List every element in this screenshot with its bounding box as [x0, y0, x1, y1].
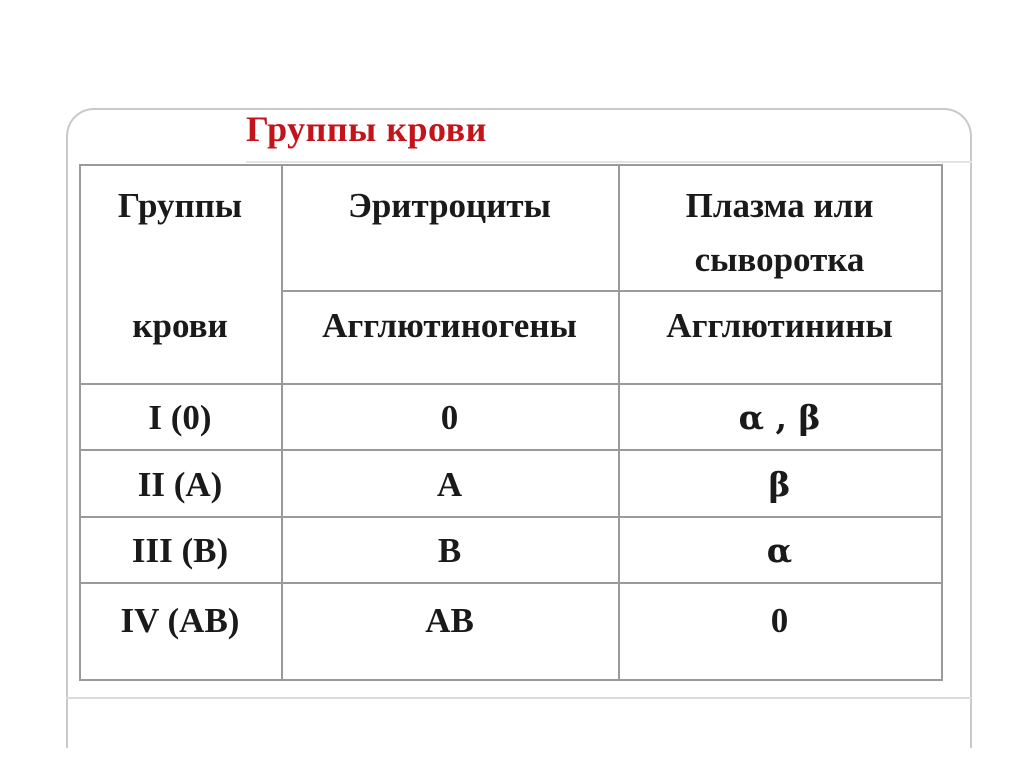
- header-group-line1: Группы: [117, 186, 243, 225]
- row-1-agglutinins: α , β: [738, 398, 821, 437]
- header-agglutinins: Агглютинины: [666, 306, 893, 345]
- row-divider-1: [79, 449, 943, 451]
- row-3-group: III (B): [131, 531, 229, 570]
- row-divider-2: [79, 516, 943, 518]
- row-4-group: IV (AB): [120, 601, 240, 640]
- header-agglutinogens: Агглютиногены: [322, 306, 577, 345]
- slide-title: Группы крови: [246, 109, 487, 149]
- header-bottom-border: [79, 383, 943, 385]
- header-divider: [281, 290, 943, 292]
- blood-groups-table: [79, 164, 943, 681]
- row-1-agglutinogens: 0: [440, 398, 459, 437]
- table-border-right: [941, 164, 943, 681]
- slide-bottom-rule: [66, 697, 972, 699]
- table-border-top: [79, 164, 943, 166]
- row-2-agglutinins: β: [768, 465, 791, 504]
- row-4-agglutinogens: AB: [425, 601, 474, 640]
- row-divider-3: [79, 582, 943, 584]
- row-3-agglutinins: α: [766, 531, 793, 570]
- row-2-agglutinogens: A: [436, 465, 463, 504]
- table-border-bottom: [79, 679, 943, 681]
- header-erythrocytes: Эритроциты: [348, 186, 551, 225]
- row-1-group: I (0): [148, 398, 212, 437]
- title-underline: [246, 161, 972, 163]
- header-plasma-line1: Плазма или: [685, 186, 874, 225]
- row-3-agglutinogens: B: [437, 531, 462, 570]
- header-group-line2: крови: [132, 306, 228, 345]
- row-4-agglutinins: 0: [770, 601, 789, 640]
- header-plasma-line2: сыворотка: [694, 240, 865, 279]
- row-2-group: II (A): [137, 465, 223, 504]
